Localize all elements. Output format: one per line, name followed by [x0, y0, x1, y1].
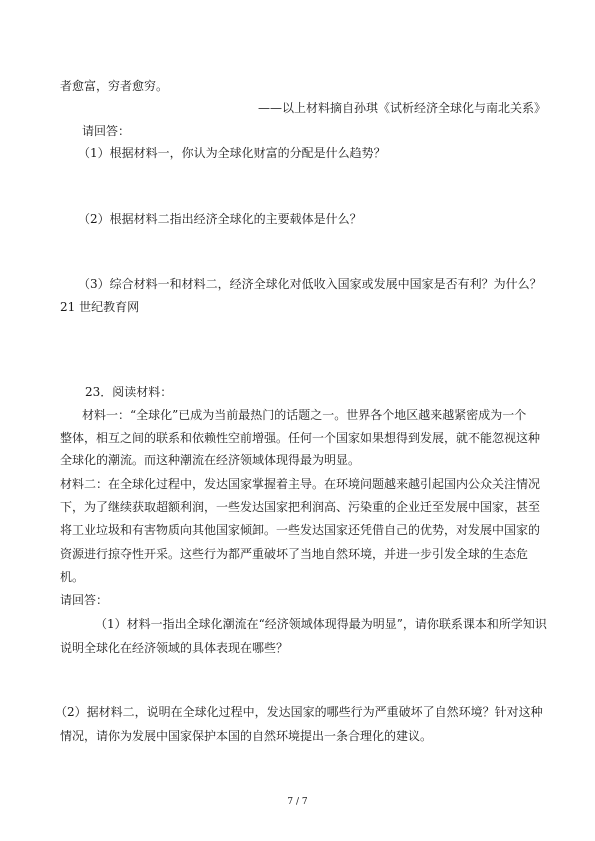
material1-line: 全球化的潮流。而这种潮流在经济领域体现得最为明显。 [60, 453, 361, 467]
q23-heading: 23．阅读材料： [85, 385, 173, 399]
q23-question-1-line: 说明全球化在经济领域的具体表现在哪些？ [60, 641, 289, 655]
q23-question-2-line: （2）据材料二，说明在全球化过程中，发达国家的哪些行为严重破坏了自然环境？针对这种 [55, 705, 543, 719]
material2-line: 资源进行掠夺性开采。这些行为都严重破坏了当地自然环境，并进一步引发全球的生态危 [60, 547, 529, 561]
material2-line: 机。 [60, 570, 85, 584]
material2-line: 将工业垃圾和有害物质向其他国家倾卸。一些发达国家还凭借自己的优势，对发展中国家的 [60, 523, 541, 537]
answer-prompt: 请回答： [82, 124, 131, 138]
q23-answer-prompt: 请回答： [60, 593, 109, 607]
material1-line: 整体，相互之间的联系和依赖性空前增强。任何一个国家如果想得到发展，就不能忽视这种 [60, 431, 541, 445]
q23-question-1-line: （1）材料一指出全球化潮流在“经济领域体现得最为明显”，请你联系课本和所学知识 [95, 617, 547, 631]
material1-line: 材料一：“全球化”已成为当前最热门的话题之一。世界各个地区越来越紧密成为一个 [82, 408, 527, 422]
source-citation: ——以上材料摘自孙琪《试析经济全球化与南北关系》 [258, 101, 547, 115]
question-1: （1）根据材料一，你认为全球化财富的分配是什么趋势？ [78, 146, 386, 160]
question-2: （2）根据材料二指出经济全球化的主要载体是什么？ [78, 212, 362, 226]
question-3-tail: 21 世纪教育网 [60, 300, 140, 314]
material2-line: 材料二：在全球化过程中，发达国家掌握着主导。在环境问题越来越引起国内公众关注情况 [60, 477, 541, 491]
continuation-text: 者愈富，穷者愈穷。 [60, 79, 169, 93]
material2-line: 下，为了继续获取超额利润，一些发达国家把利润高、污染重的企业迁至发展中国家，甚至 [60, 500, 541, 514]
page-number: 7 / 7 [287, 797, 308, 807]
q23-question-2-line: 情况，请你为发展中国家保护本国的自然环境提出一条合理化的建议。 [60, 729, 433, 743]
question-3: （3）综合材料一和材料二，经济全球化对低收入国家或发展中国家是否有利？为什么？ [78, 277, 542, 291]
